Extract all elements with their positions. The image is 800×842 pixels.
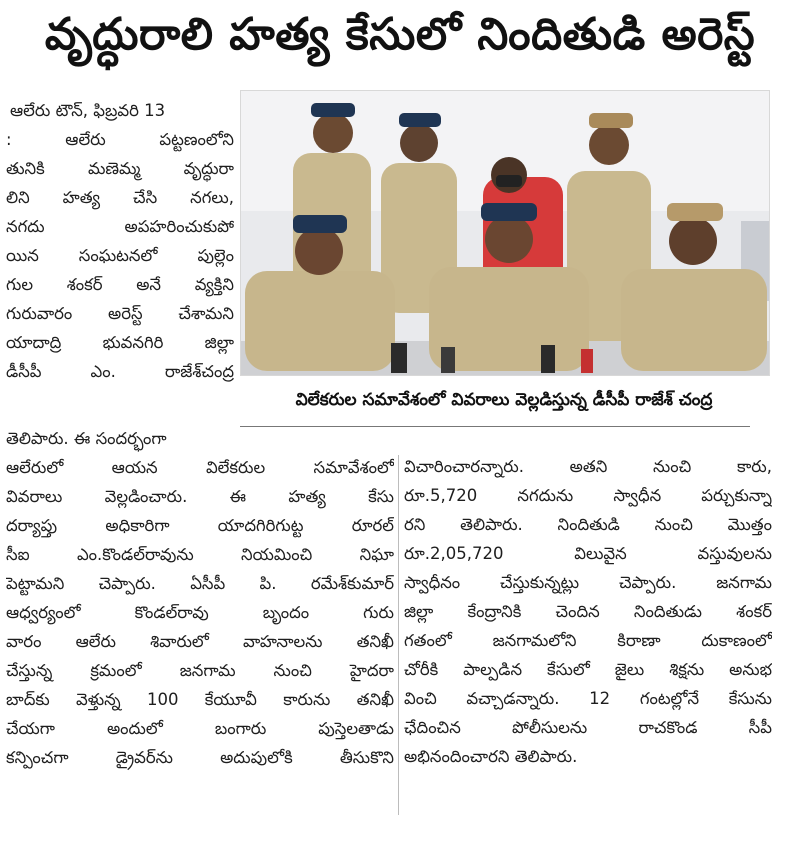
text-line: చోరీకి పాల్పడిన కేసులో జైలు శిక్షను అనుభ [404,660,772,679]
text-line: ఆధ్వర్యంలో కొండల్‌రావు బృందం గురు [6,603,394,622]
text-line: విచారించారన్నారు. అతని నుంచి కారు, [404,457,772,476]
text-line: ఆలేరు టౌన్, ఫిబ్రవరి 13 [10,101,166,120]
headline: వృద్ధురాలి హత్య కేసులో నిందితుడి అరెస్ట్ [44,9,756,60]
text-line: పెట్టామని చెప్పారు. ఏసీపీ పి. రమేశ్‌కుమార్ [6,574,394,593]
text-line: : ఆలేరు పట్టణంలోని [6,130,234,149]
text-line: వారం ఆలేరు శివారులో వాహనాలను తనిఖీ [6,632,394,651]
text-line: దర్యాప్తు అధికారిగా యాదగిరిగుట్ట రూరల్ [6,516,394,535]
column-divider [398,455,399,815]
photo-caption: విలేకరుల సమావేశంలో వివరాలు వెల్లడిస్తున్న డీసీపీ రాజేశ్ చంద్ర [295,390,713,410]
article-column-middle [6,424,394,772]
text-line: గుల శంకర్ అనే వ్యక్తిని [6,275,234,294]
text-line: తునికి మణెమ్మ వృద్ధురా [6,159,234,178]
text-line: నగదు అపహరించుకుపో [6,217,234,236]
text-line: తెలిపారు. ఈ సందర్భంగా [6,429,167,448]
text-line: ఆలేరులో ఆయన విలేకరుల సమావేశంలో [6,458,394,477]
text-line: గతంలో జనగామలోని కిరాణా దుకాణంలో [404,631,772,650]
text-line: చేస్తున్న క్రమంలో జనగామ నుంచి హైదరా [6,661,394,680]
text-line: వించి వచ్చాడన్నారు. 12 గంటల్లోనే కేసును [404,689,772,708]
text-line: చేయగా అందులో బంగారు పుస్తెలతాడు [6,719,394,738]
text-line: రూ.2,05,720 విలువైన వస్తువులను [404,544,772,563]
text-line: జిల్లా కేంద్రానికి చెందిన నిందితుడు శంకర్ [404,602,772,621]
text-line: యిన సంఘటనలో పుల్లెం [6,246,234,265]
text-line: బాద్‌కు వెళ్తున్న 100 కేయూవీ కారును తనిఖీ [6,690,394,709]
article-column-right [404,452,772,771]
text-line: లిని హత్య చేసి నగలు, [6,188,234,207]
text-line: రూ.5,720 నగదును స్వాధీన పర్చుకున్నా [404,486,772,505]
article-column-left [6,96,234,386]
text-line: రని తెలిపారు. నిందితుడి నుంచి మొత్తం [404,515,772,534]
text-line: కన్పించగా డ్రైవర్‌ను అదుపులోకి తీసుకొని [6,748,394,767]
text-line: యాదాద్రి భువనగిరి జిల్లా [6,333,234,352]
text-line: సీఐ ఎం.కొండల్‌రావును నియమించి నిఘా [6,545,394,564]
text-line: గురువారం అరెస్ట్ చేశామని [6,304,234,323]
text-line: స్వాధీనం చేస్తుకున్నట్లు చెప్పారు. జనగామ [404,573,772,592]
text-line: ఛేదించిన పోలీసులను రాచకొండ సీపీ [404,718,772,737]
text-line: అభినందించారని తెలిపారు. [404,747,578,766]
press-meet-photo [240,90,770,376]
text-line: డీసీపీ ఎం. రాజేశ్‌చంద్ర [6,362,234,381]
text-line: వివరాలు వెల్లడించారు. ఈ హత్య కేసు [6,487,394,506]
